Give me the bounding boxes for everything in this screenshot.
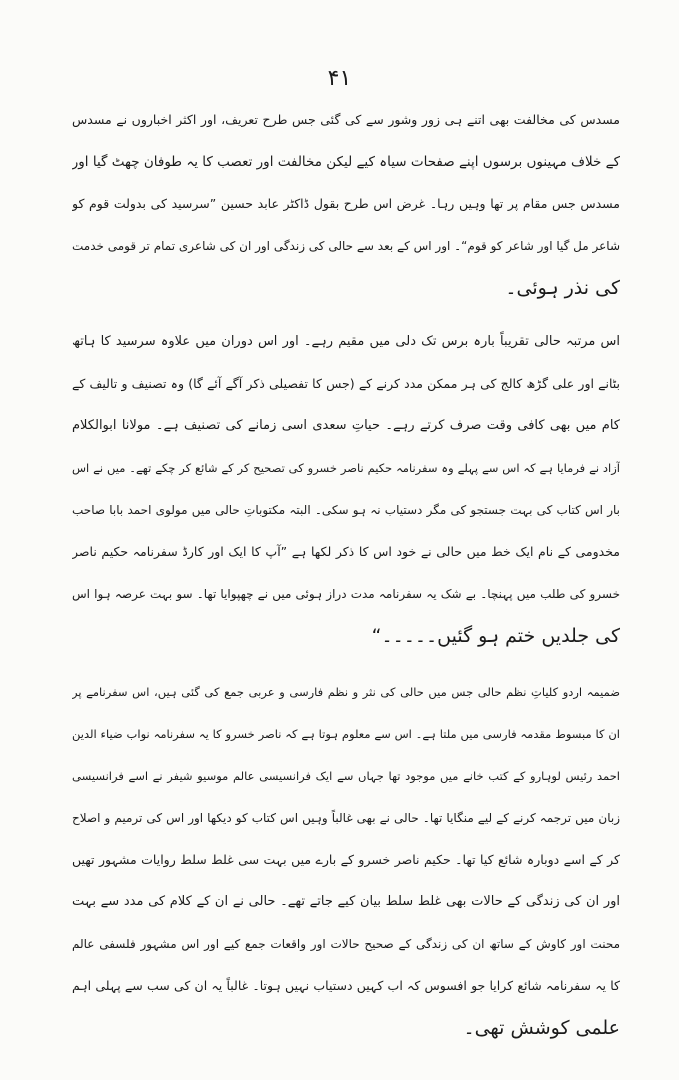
page-number: ۴۱ (327, 66, 352, 91)
paragraph-1-line-1: مسدس کی مخالفت بھی اتنے ہی زور وشور سے کی گئی جس طرح تعریف، اور اکثر اخباروں نے مسدس (72, 112, 620, 127)
paragraph-2-line-7: خسرو کی طلب میں پہنچا۔ بے شک یہ سفرنامہ مدت دراز ہوئی میں نے چھپوایا تھا۔ سو بہت عرصہ ہوا اس (72, 587, 620, 601)
paragraph-3-line-3: احمد رئیس لوہارو کے کتب خانے میں موجود تھا جہاں سے ایک فرانسیسی عالم موسیو شیفر نے اسے فرانسیسی (72, 769, 620, 783)
paragraph-3-line-2: ان کا مبسوط مقدمہ فارسی میں ملتا ہے۔ اس سے معلوم ہوتا ہے کہ ناصر خسرو کا یہ سفرنامہ نواب ضیاء الدین (72, 727, 620, 741)
paragraph-2-line-4: آزاد نے فرمایا ہے کہ اس سے پہلے وہ سفرنامہ حکیم ناصر خسرو کی تصحیح کر کے شائع کر چکے تھے۔ میں نے اس (72, 461, 620, 475)
paragraph-1-line-4: شاعر مل گیا اور شاعر کو قوم“۔ اور اس کے بعد سے حالی کی زندگی اور ان کی شاعری تمام تر قومی خدمت (72, 239, 620, 253)
paragraph-1-line-3: مسدس جس مقام پر تھا وہیں رہا۔ غرض اس طرح بقول ڈاکٹر عابد حسین ”سرسید کی بدولت قوم کو (72, 196, 620, 211)
paragraph-2-line-3: کام میں بھی کافی وقت صرف کرتے رہے۔ حیاتِ سعدی اسی زمانے کی تصنیف ہے۔ مولانا ابوالکلام (72, 418, 620, 433)
paragraph-3-line-5: کر کے اسے دوبارہ شائع کیا تھا۔ حکیم ناصر خسرو کے بارے میں بہت سی غلط سلط روایات مشہور تھیں (72, 852, 620, 867)
paragraph-3-line-1: ضمیمہ اردو کلیاتِ نظم حالی جس میں حالی کی نثر و نظم فارسی و عربی جمع کی گئی ہیں، اس سفرنامے پر (72, 685, 620, 699)
paragraph-3-line-8: کا یہ سفرنامہ شائع کرایا جو افسوس کہ اب کہیں دستیاب نہیں ہوتا۔ غالباً یہ ان کی سب سے پہلی اہم (72, 978, 620, 993)
paragraph-2-line-8: کی جلدیں ختم ہو گئیں۔۔۔۔۔“ (371, 625, 620, 647)
paragraph-3-line-4: زبان میں ترجمہ کرنے کے لیے منگایا تھا۔ حالی نے بھی غالباً وہیں اس کتاب کو دیکھا اور اس کی ترمیم و اصلاح (72, 811, 620, 825)
paragraph-1-line-2: کے خلاف مہینوں برسوں اپنے صفحات سیاہ کیے لیکن مخالفت اور تعصب کا یہ طوفان چھٹ گیا اور (72, 154, 620, 170)
paragraph-2-line-2: بٹانے اور علی گڑھ کالج کی ہر ممکن مدد کرنے کے (جس کا تفصیلی ذکر آگے آئے گا) وہ تصنیف و تالیف کے (72, 376, 620, 391)
paragraph-2-line-1: اس مرتبہ حالی تقریباً بارہ برس تک دلی میں مقیم رہے۔ اور اس دوران میں علاوہ سرسید کا ہاتھ (72, 334, 620, 349)
paragraph-2-line-5: بار اس کتاب کی بہت جستجو کی مگر دستیاب نہ ہو سکی۔ البتہ مکتوباتِ حالی میں مولوی احمد بابا صاحب (72, 503, 620, 517)
paragraph-1-line-5: کی نذر ہوئی۔ (505, 277, 620, 299)
paragraph-3-line-7: محنت اور کاوش کے ساتھ ان کی زندگی کے صحیح حالات اور واقعات جمع کیے اور اس مشہور فلسفی عالم (72, 937, 620, 951)
paragraph-3-line-6: اور ان کی زندگی کے حالات بھی غلط سلط بیان کیے جاتے تھے۔ حالی نے ان کے کلام کی مدد سے بہت (72, 894, 620, 909)
paragraph-2-line-6: مخدومی کے نام ایک خط میں حالی نے خود اس کا ذکر لکھا ہے ”آپ کا ایک اور کارڈ سفرنامہ حکیم ناصر (72, 544, 620, 559)
paragraph-3-line-9: علمی کوشش تھی۔ (463, 1017, 620, 1039)
